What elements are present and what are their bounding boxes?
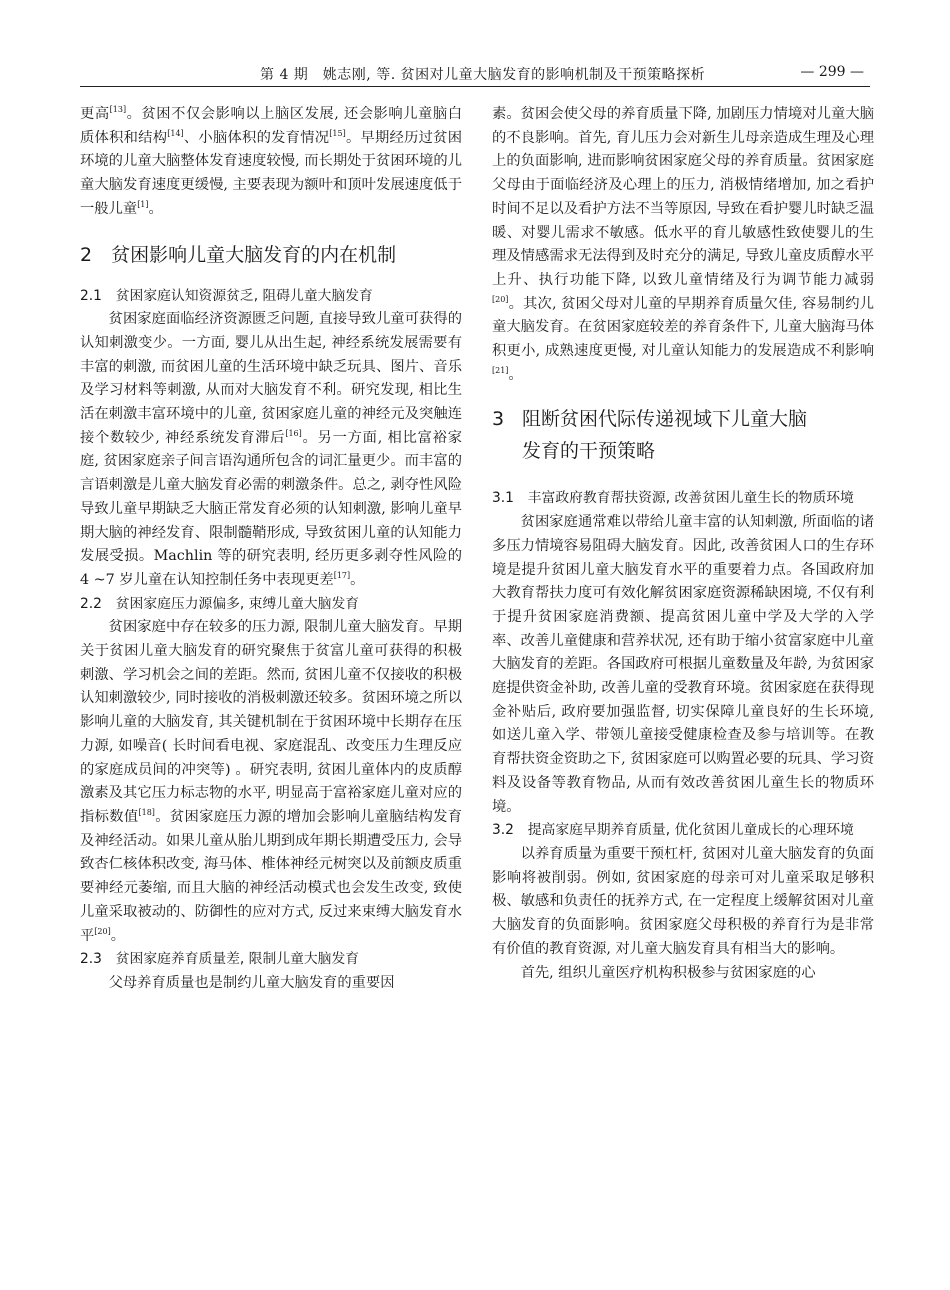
citation: [14] bbox=[167, 128, 184, 138]
page-number: — 299 — bbox=[800, 64, 864, 80]
paragraph-2-3-continued: 素。贫困会使父母的养育质量下降, 加剧压力情境对儿童大脑的不良影响。首先, 育儿压力会对新生儿母亲造成生理及心理上的负面影响, 进而影响贫困家庭父母的养育质量。贫困家庭父母由于面临经济及心理上的压力, 消极情绪增加, 加之看护时间不足以及看护方法不当等原因, 导致在看护婴儿时缺乏温暖、对婴儿需求不敏感。低水平的育儿敏感性致使婴儿的生理及情感需求无法得到及时充分的满足, 导致儿童皮质醇水平上升、执行功能下降, 以致儿童情绪及行为调节能力减弱[20]。其次, 贫困父母对儿童的早期养育质量欠佳, 容易制约儿童大脑发育。在贫困家庭较差的养育条件下, 儿童大脑海马体积更小, 成熟速度更慢, 对儿童认知能力的发展造成不利影响[21]。 bbox=[492, 106, 874, 383]
paragraph-2-2: 贫困家庭中存在较多的压力源, 限制儿童大脑发育。早期关于贫困儿童大脑发育的研究聚焦于贫富儿童可获得的积极刺激、学习机会之间的差距。然而, 贫困儿童不仅接收的积极认知刺激较少, 同时接收的消极刺激还较多。贫困环境之所以影响儿童的大脑发育, 其关键机制在于贫困环境中长期存在压力源, 如噪音( 长时间看电视、家庭混乱、改变压力生理反应的家庭成员间的冲突等) 。研究表明, 贫困儿童体内的皮质醇激素及其它压力标志物的水平, 明显高于富裕家庭儿童对应的指标数值[18]。贫困家庭压力源的增加会影响儿童脑结构发育及神经活动。如果儿童从胎儿期到成年期长期遭受压力, 会导致杏仁核体积改变, 海马体、椎体神经元树突以及前额皮质重要神经元萎缩, 而且大脑的神经活动模式也会发生改变, 致使儿童采取被动的、防御性的应对方式, 反过来束缚大脑发育水平[20]。 bbox=[80, 619, 463, 944]
citation: [20] bbox=[94, 926, 111, 936]
paragraph-3-1: 贫困家庭通常难以带给儿童丰富的认知刺激, 所面临的诸多压力情境容易阻碍大脑发育。因此, 改善贫困人口的生存环境是提升贫困儿童大脑发育水平的重要着力点。各国政府加大教育帮扶力度可有效化解贫困家庭资源稀缺困境, 不仅有利于提升贫困家庭消费额、提高贫困儿童中学及大学的入学率、改善儿童健康和营养状况, 还有助于缩小贫富家庭中儿童大脑发育的差距。各国政府可根据儿童数量及年龄, 为贫困家庭提供资金补助, 改善儿童的受教育环境。贫困家庭在获得现金补贴后, 政府要加强监督, 切实保障儿童良好的生长环境, 如送儿童入学、带领儿童接受健康检查及参与培训等。在教育帮扶资金资助之下, 贫困家庭可以购置必要的玩具、学习资料及设备等教育物品, 从而有效改善贫困儿童生长的物质环境。 bbox=[492, 514, 874, 815]
citation: [1] bbox=[137, 199, 149, 209]
paragraph-2-3-start: 父母养育质量也是制约儿童大脑发育的重要因 bbox=[108, 974, 395, 991]
paragraph-3-2-next: 首先, 组织儿童医疗机构积极参与贫困家庭的心 bbox=[520, 964, 816, 981]
subsection-3-1-heading: 3.1 丰富政府教育帮扶资源, 改善贫困儿童生长的物质环境 bbox=[492, 490, 854, 507]
section-3-title: 阻断贫困代际传递视域下儿童大脑 发育的干预策略 bbox=[522, 408, 808, 463]
running-header bbox=[80, 60, 870, 87]
citation: [17] bbox=[333, 570, 351, 580]
citation: [21] bbox=[492, 365, 509, 375]
subsection-2-1-heading: 2.1 贫困家庭认知资源贫乏, 阻碍儿童大脑发育 bbox=[80, 287, 373, 304]
left-column bbox=[80, 103, 462, 996]
subsection-3-2-heading: 3.2 提高家庭早期养育质量, 优化贫困儿童成长的心理环境 bbox=[492, 822, 854, 839]
citation: [15] bbox=[329, 128, 346, 138]
subsection-2-2-heading: 2.2 贫困家庭压力源偏多, 束缚儿童大脑发育 bbox=[80, 595, 360, 612]
section-3-heading bbox=[492, 403, 874, 467]
citation: [13] bbox=[109, 105, 127, 114]
subsection-2-3-heading: 2.3 贫困家庭养育质量差, 限制儿童大脑发育 bbox=[80, 951, 360, 968]
citation: [16] bbox=[285, 428, 302, 438]
right-column bbox=[492, 103, 874, 985]
section-3-number: 3 bbox=[492, 408, 505, 431]
citation: [20] bbox=[492, 294, 509, 304]
paragraph-2-1: 贫困家庭面临经济资源匮乏问题, 直接导致儿童可获得的认知刺激变少。一方面, 婴儿从出生起, 神经系统发展需要有丰富的刺激, 而贫困儿童的生活环境中缺乏玩具、图片、音乐及学习材料等刺激, 从而对大脑发育不利。研究发现, 相比生活在刺激丰富环境中的儿童, 贫困家庭儿童的神经元及突触连接个数较少, 神经系统发育滞后[16]。另一方面, 相比富裕家庭, 贫困家庭亲子间言语沟通所包含的词汇量更少。而丰富的言语刺激是儿童大脑发育必需的刺激条件。总之, 剥夺性风险导致儿童早期缺乏大脑正常发育必须的认知刺激, 影响儿童早期大脑的神经发育、限制髓鞘形成, 导致贫困儿童的认知能力发展受损。Machlin 等的研究表明, 经历更多剥夺性风险的 4 ~7 岁儿童在认知控制任务中表现更差[17]。 bbox=[80, 311, 462, 588]
section-2-heading: 2 贫困影响儿童大脑发育的内在机制 bbox=[80, 243, 397, 266]
running-title: 第 4 期 姚志刚, 等. 贫困对儿童大脑发育的影响机制及干预策略探析 bbox=[260, 67, 706, 83]
paragraph-3-2: 以养育质量为重要干预杠杆, 贫困对儿童大脑发育的负面影响将被削弱。例如, 贫困家庭的母亲可对儿童采取足够积极、敏感和负责任的抚养方式, 在一定程度上缓解贫困对儿童大脑发育的负面影响。贫困家庭父母积极的养育行为是非常有价值的教育资源, 对儿童大脑发育具有相当大的影响。 bbox=[492, 845, 874, 957]
citation: [18] bbox=[138, 807, 155, 817]
intro-paragraph: 更高[13]。贫困不仅会影响以上脑区发展, 还会影响儿童脑白质体积和结构[14]、小脑体积的发育情况[15]。早期经历过贫困环境的儿童大脑整体发育速度较慢, 而长期处于贫困环境的儿童大脑发育速度更缓慢, 主要表现为额叶和顶叶发展速度低于一般儿童[1]。 bbox=[80, 105, 463, 217]
